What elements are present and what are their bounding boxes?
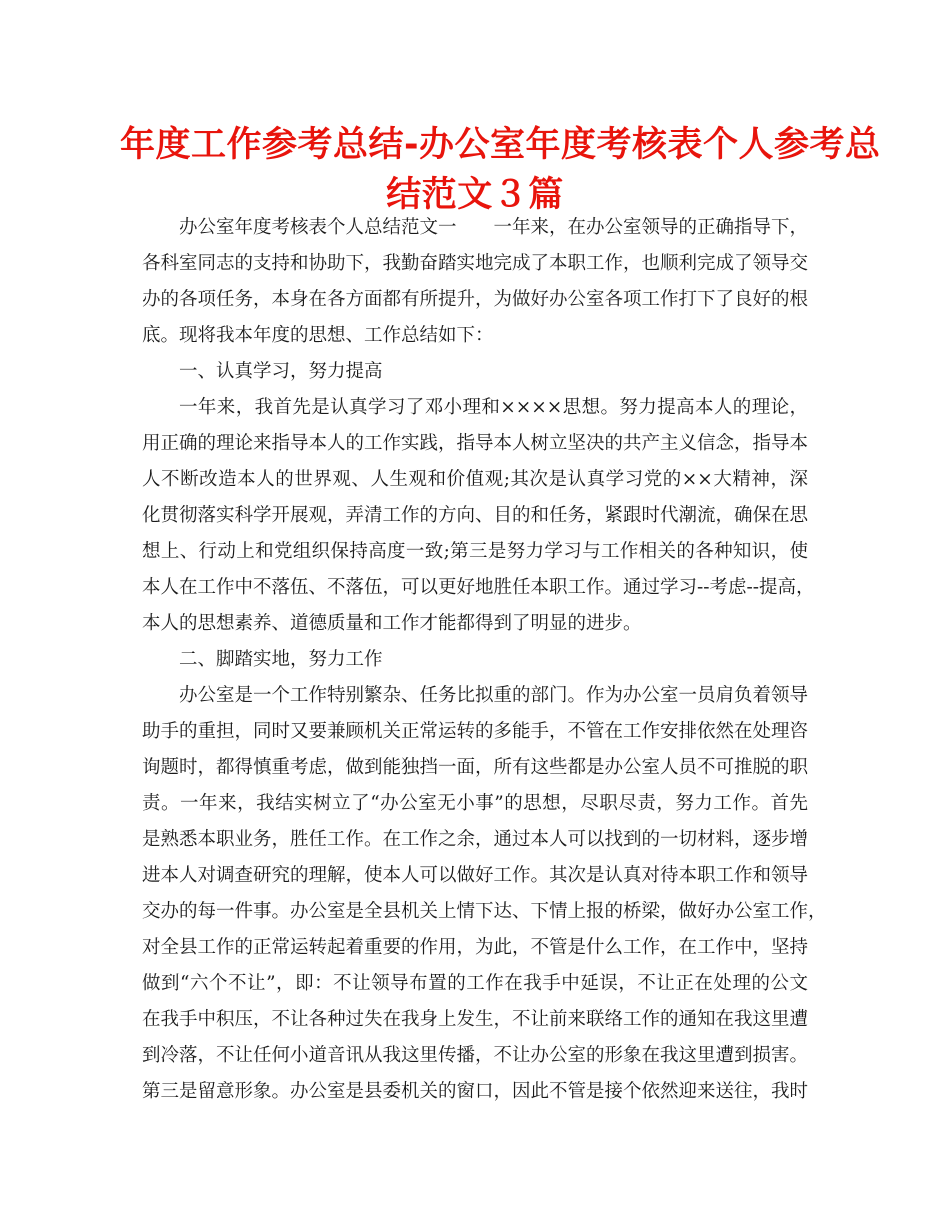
- paragraph-line: 各科室同志的支持和协助下，我勤奋踏实地完成了本职工作，也顺利完成了领导交: [142, 253, 809, 274]
- paragraph-line: 助手的重担，同时又要兼顾机关正常运转的多能手，不管在工作安排依然在处理咨: [142, 721, 809, 742]
- paragraph-line: 想上、行动上和党组织保持高度一致;第三是努力学习与工作相关的各种知识，使: [142, 541, 808, 562]
- paragraph-line: 化贯彻落实科学开展观，弄清工作的方向、目的和任务，紧跟时代潮流，确保在思: [142, 505, 809, 526]
- paragraph-line: 在我手中积压，不让各种过失在我身上发生，不让前来联络工作的通知在我这里遭: [142, 1009, 809, 1030]
- paragraph-line: 一年来，我首先是认真学习了邓小理和××××思想。努力提高本人的理论，: [179, 397, 808, 418]
- paragraph-line: 是熟悉本职业务，胜任工作。在工作之余，通过本人可以找到的一切材料，逐步增: [142, 829, 809, 850]
- paragraph-line: 办公室年度考核表个人总结范文一 一年来，在办公室领导的正确指导下，: [179, 217, 809, 238]
- paragraph-line: 本人的思想素养、道德质量和工作才能都得到了明显的进步。: [142, 613, 642, 634]
- paragraph-line: 交办的每一件事。办公室是全县机关上情下达、下情上报的桥梁，做好办公室工作，: [142, 901, 827, 922]
- document-title-line-2: 结范文３篇: [386, 175, 564, 215]
- section-heading-1: 一、认真学习，努力提高: [179, 361, 383, 382]
- section-heading-2: 二、脚踏实地，努力工作: [179, 649, 383, 670]
- paragraph-line: 责。一年来，我结实树立了“办公室无小事”的思想，尽职尽责，努力工作。首先: [142, 793, 808, 814]
- paragraph-line: 对全县工作的正常运转起着重要的作用，为此，不管是什么工作，在工作中，坚持: [142, 937, 809, 958]
- document-title-line-1: 年度工作参考总结-办公室年度考核表个人参考总: [120, 125, 881, 165]
- paragraph-line: 进本人对调查研究的理解，使本人可以做好工作。其次是认真对待本职工作和领导: [142, 865, 809, 886]
- paragraph-line: 办的各项任务，本身在各方面都有所提升，为做好办公室各项工作打下了良好的根: [142, 289, 809, 310]
- paragraph-line: 做到“六个不让”，即：不让领导布置的工作在我手中延误，不让正在处理的公文: [142, 973, 808, 994]
- paragraph-line: 用正确的理论来指导本人的工作实践，指导本人树立坚决的共产主义信念，指导本: [142, 433, 809, 454]
- paragraph-line: 本人在工作中不落伍、不落伍，可以更好地胜任本职工作。通过学习--考虑--提高，: [142, 577, 815, 598]
- paragraph-line: 第三是留意形象。办公室是县委机关的窗口，因此不管是接个依然迎来送往，我时: [142, 1081, 809, 1102]
- paragraph-line: 办公室是一个工作特别繁杂、任务比拟重的部门。作为办公室一员肩负着领导: [179, 685, 809, 706]
- paragraph-line: 到冷落，不让任何小道音讯从我这里传播，不让办公室的形象在我这里遭到损害。: [142, 1045, 809, 1066]
- paragraph-line: 人不断改造本人的世界观、人生观和价值观;其次是认真学习党的××大精神，深: [142, 469, 808, 490]
- paragraph-line: 底。现将我本年度的思想、工作总结如下：: [142, 325, 494, 346]
- paragraph-line: 询题时，都得慎重考虑，做到能独挡一面，所有这些都是办公室人员不可推脱的职: [142, 757, 809, 778]
